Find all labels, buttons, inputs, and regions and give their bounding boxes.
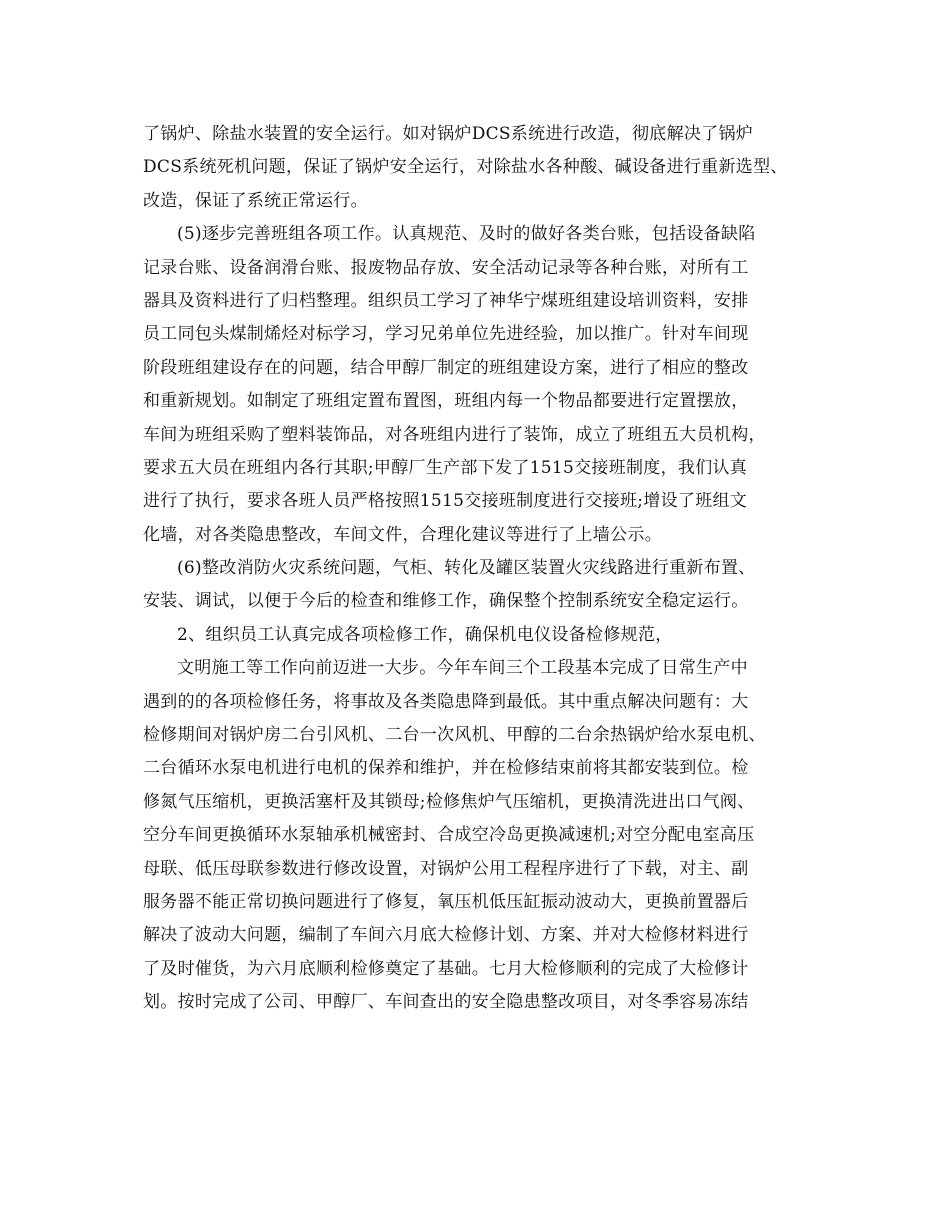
text-line: 和重新规划。如制定了班组定置布置图，班组内每一个物品都要进行定置摆放， bbox=[143, 391, 749, 412]
text-line: 车间为班组采购了塑料装饰品，对各班组内进行了装饰，成立了班组五大员机构， bbox=[143, 424, 766, 445]
text-line: 划。按时完成了公司、甲醇厂、车间查出的安全隐患整改项目，对冬季容易冻结 bbox=[143, 992, 749, 1013]
text-line: 二台循环水泵电机进行电机的保养和维护，并在检修结束前将其都安装到位。检 bbox=[143, 758, 749, 779]
text-line: 母联、低压母联参数进行修改设置，对锅炉公用工程程序进行了下载，对主、副 bbox=[143, 858, 749, 879]
text-line: 安装、调试，以便于今后的检查和维修工作，确保整个控制系统安全稳定运行。 bbox=[143, 591, 749, 612]
text-line: (6)整改消防火灾系统问题，气柜、转化及罐区装置火灾线路进行重新布置、 bbox=[177, 558, 756, 579]
text-line: 了锅炉、除盐水装置的安全运行。如对锅炉DCS系统进行改造，彻底解决了锅炉 bbox=[143, 124, 754, 144]
text-line: 解决了波动大问题，编制了车间六月底大检修计划、方案、并对大检修材料进行 bbox=[143, 925, 749, 946]
text-line: 修氮气压缩机，更换活塞杆及其锁母;检修焦炉气压缩机，更换清洗进出口气阀、 bbox=[143, 791, 755, 812]
text-line: 检修期间对锅炉房二台引风机、二台一次风机、甲醇的二台余热锅炉给水泵电机、 bbox=[143, 725, 766, 746]
text-line: (5)逐步完善班组各项工作。认真规范、及时的做好各类台账，包括设备缺陷 bbox=[177, 224, 756, 245]
text-line: 阶段班组建设存在的问题，结合甲醇厂制定的班组建设方案，进行了相应的整改 bbox=[143, 357, 749, 378]
document-body bbox=[143, 118, 833, 1020]
text-line: 空分车间更换循环水泵轴承机械密封、合成空冷岛更换减速机;对空分配电室高压 bbox=[143, 825, 755, 846]
text-line: 改造，保证了系统正常运行。 bbox=[143, 190, 368, 211]
text-line: 2、组织员工认真完成各项检修工作，确保机电仪设备检修规范， bbox=[177, 624, 673, 645]
text-line: 要求五大员在班组内各行其职;甲醇厂生产部下发了1515交接班制度，我们认真 bbox=[143, 457, 748, 478]
text-line: 化墙，对各类隐患整改，车间文件，合理化建议等进行了上墙公示。 bbox=[143, 524, 662, 545]
text-line: 进行了执行，要求各班人员严格按照1515交接班制度进行交接班;增设了班组文 bbox=[143, 491, 748, 512]
text-line: 了及时催货，为六月底顺利检修奠定了基础。七月大检修顺利的完成了大检修计 bbox=[143, 958, 749, 979]
text-line: 器具及资料进行了归档整理。组织员工学习了神华宁煤班组建设培训资料，安排 bbox=[143, 290, 749, 311]
text-line: 文明施工等工作向前迈进一大步。今年车间三个工段基本完成了日常生产中 bbox=[177, 658, 748, 679]
text-line: 记录台账、设备润滑台账、报废物品存放、安全活动记录等各种台账，对所有工 bbox=[143, 257, 749, 278]
text-line: 服务器不能正常切换问题进行了修复，氧压机低压缸振动波动大，更换前置器后 bbox=[143, 891, 749, 912]
text-line: 员工同包头煤制烯烃对标学习，学习兄弟单位先进经验，加以推广。针对车间现 bbox=[143, 324, 749, 345]
text-line: 遇到的的各项检修任务，将事故及各类隐患降到最低。其中重点解决问题有：大 bbox=[143, 691, 749, 712]
text-line: DCS系统死机问题，保证了锅炉安全运行，对除盐水各种酸、碱设备进行重新选型、 bbox=[143, 157, 788, 178]
